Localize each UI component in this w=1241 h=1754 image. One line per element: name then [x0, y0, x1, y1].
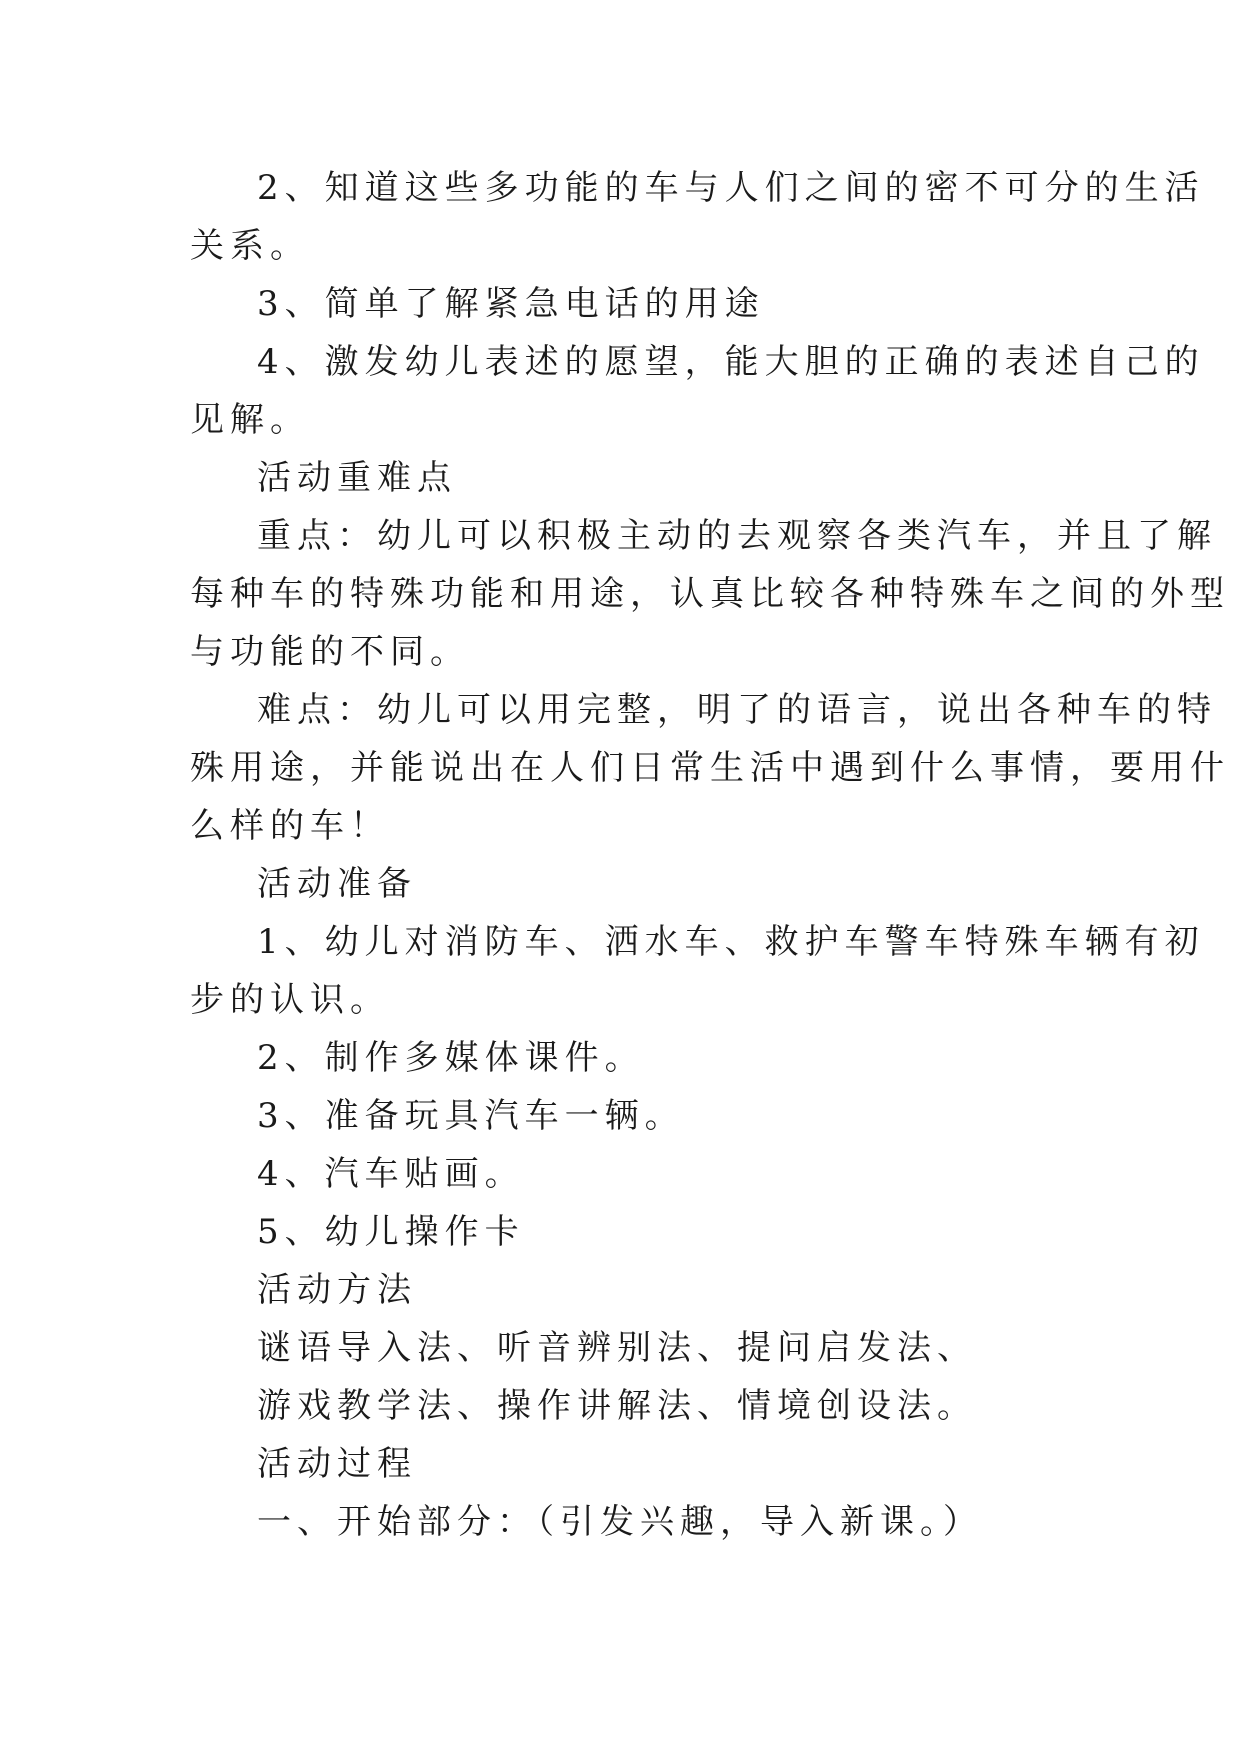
prep-1-line-2: 步的认识。: [190, 980, 390, 1020]
difficulty-line-2: 殊用途，并能说出在人们日常生活中遇到什么事情，要用什: [190, 748, 1230, 788]
goal-4-line-2: 见解。: [190, 400, 310, 440]
section-heading-key-points: 活动重难点: [257, 458, 457, 498]
prep-5-line: 5、幼儿操作卡: [257, 1212, 525, 1252]
prep-1-line-1: 1、幼儿对消防车、洒水车、救护车警车特殊车辆有初: [257, 922, 1205, 962]
section-heading-methods: 活动方法: [257, 1270, 417, 1310]
section-heading-process: 活动过程: [257, 1444, 417, 1484]
section-heading-preparation: 活动准备: [257, 864, 417, 904]
key-point-line-3: 与功能的不同。: [190, 632, 470, 672]
prep-3-line: 3、准备玩具汽车一辆。: [257, 1096, 685, 1136]
prep-4-line: 4、汽车贴画。: [257, 1154, 525, 1194]
goal-2-line-2: 关系。: [190, 226, 310, 266]
methods-line-1: 谜语导入法、听音辨别法、提问启发法、: [257, 1328, 977, 1368]
difficulty-line-1: 难点：幼儿可以用完整，明了的语言，说出各种车的特: [257, 690, 1217, 730]
key-point-line-2: 每种车的特殊功能和用途，认真比较各种特殊车之间的外型: [190, 574, 1230, 614]
goal-2-line-1: 2、知道这些多功能的车与人们之间的密不可分的生活: [257, 168, 1205, 208]
process-part-1-line: 一、开始部分：（引发兴趣，导入新课。）: [257, 1502, 983, 1542]
difficulty-line-3: 么样的车！: [190, 806, 390, 846]
prep-2-line: 2、制作多媒体课件。: [257, 1038, 645, 1078]
key-point-line-1: 重点：幼儿可以积极主动的去观察各类汽车，并且了解: [257, 516, 1217, 556]
methods-line-2: 游戏教学法、操作讲解法、情境创设法。: [257, 1386, 977, 1426]
goal-4-line-1: 4、激发幼儿表述的愿望，能大胆的正确的表述自己的: [257, 342, 1205, 382]
goal-3-line: 3、简单了解紧急电话的用途: [257, 284, 765, 324]
